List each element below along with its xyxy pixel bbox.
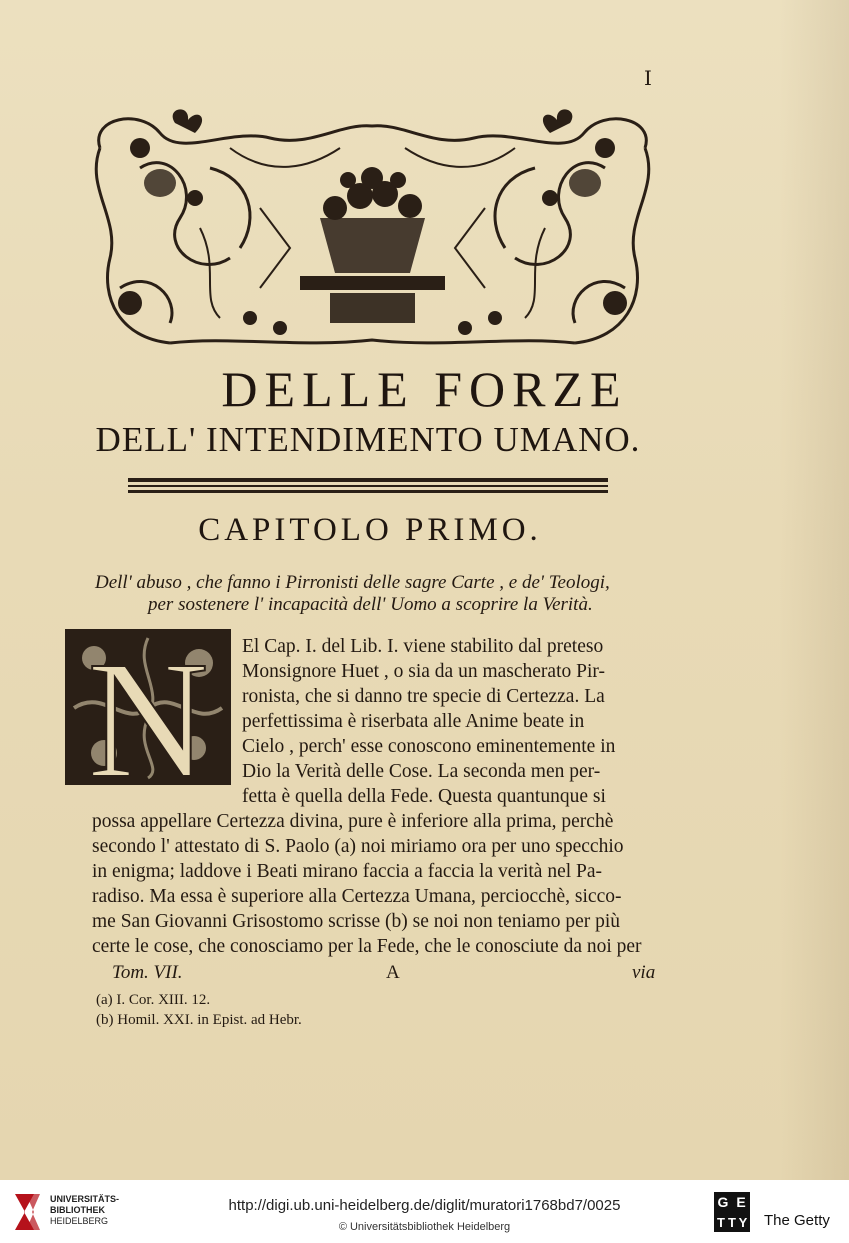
book-subtitle: DELL' INTENDIMENTO UMANO. xyxy=(95,420,641,459)
text-line: radiso. Ma essa è superiore alla Certezza Umana, perciocchè, sicco- xyxy=(92,886,622,907)
title-rule xyxy=(128,485,608,487)
text-line: Monsignore Huet , o sia da un mascherato Pir- xyxy=(242,661,605,682)
text-line: in enigma; laddove i Beati mirano faccia a faccia la verità nel Pa- xyxy=(92,861,603,882)
headpiece-ornament-icon xyxy=(80,108,665,352)
university-library-name[interactable]: UNIVERSITÄTS- BIBLIOTHEK HEIDELBERG xyxy=(50,1194,120,1226)
copyright-notice: © Universitätsbibliothek Heidelberg xyxy=(338,1221,511,1233)
sponsor-name[interactable]: The Getty xyxy=(764,1212,830,1229)
text-line: Cielo , perch' esse conoscono eminentemente in xyxy=(242,736,616,757)
svg-text:T: T xyxy=(728,1215,736,1230)
signature-mark: A xyxy=(386,962,400,983)
text-line: El Cap. I. del Lib. I. viene stabilito dal preteso xyxy=(242,636,604,657)
chapter-summary-line: Dell' abuso , che fanno i Pirronisti delle sagre Carte , e de' Teologi, xyxy=(95,572,610,593)
text-line: certe le cose, che conosciamo per la Fede, che le conosciute da noi per xyxy=(92,936,642,957)
drop-cap-letter: N xyxy=(87,628,209,786)
text-line: fetta è quella della Fede. Questa quantunque si xyxy=(242,786,606,807)
getty-logo-icon[interactable] xyxy=(714,1192,750,1232)
text-line: perfettissima è riserbata alle Anime beate in xyxy=(242,711,585,732)
text-line: possa appellare Certezza divina, pure è inferiore alla prima, perchè xyxy=(92,811,614,832)
page-number: I xyxy=(644,66,652,90)
volume-label: Tom. VII. xyxy=(112,962,183,983)
svg-text:E: E xyxy=(736,1194,746,1210)
text-line: Dio la Verità delle Cose. La seconda men per- xyxy=(242,761,601,782)
chapter-title: CAPITOLO PRIMO. xyxy=(198,512,542,548)
chapter-summary-line: per sostenere l' incapacità dell' Uomo a scoprire la Verità. xyxy=(148,594,593,615)
book-title: DELLE FORZE xyxy=(221,361,628,417)
drop-cap-ornament xyxy=(64,628,232,786)
title-rule xyxy=(128,490,608,493)
svg-text:T: T xyxy=(717,1215,725,1230)
permalink-url[interactable]: http://digi.ub.uni-heidelberg.de/diglit/muratori1768bd7/0025 xyxy=(228,1197,621,1214)
text-line: me San Giovanni Grisostomo scrisse (b) se noi non teniamo per più xyxy=(92,911,621,932)
svg-text:G: G xyxy=(717,1194,729,1210)
footnote: (a) I. Cor. XIII. 12. xyxy=(96,992,211,1008)
footnote: (b) Homil. XXI. in Epist. ad Hebr. xyxy=(96,1012,302,1028)
text-line: secondo l' attestato di S. Paolo (a) noi miriamo ora per uno specchio xyxy=(92,836,624,857)
svg-text:Y: Y xyxy=(738,1215,748,1230)
catchword: via xyxy=(632,962,656,983)
text-line: ronista, che si danno tre specie di Certezza. La xyxy=(242,686,605,707)
title-rule xyxy=(128,478,608,482)
